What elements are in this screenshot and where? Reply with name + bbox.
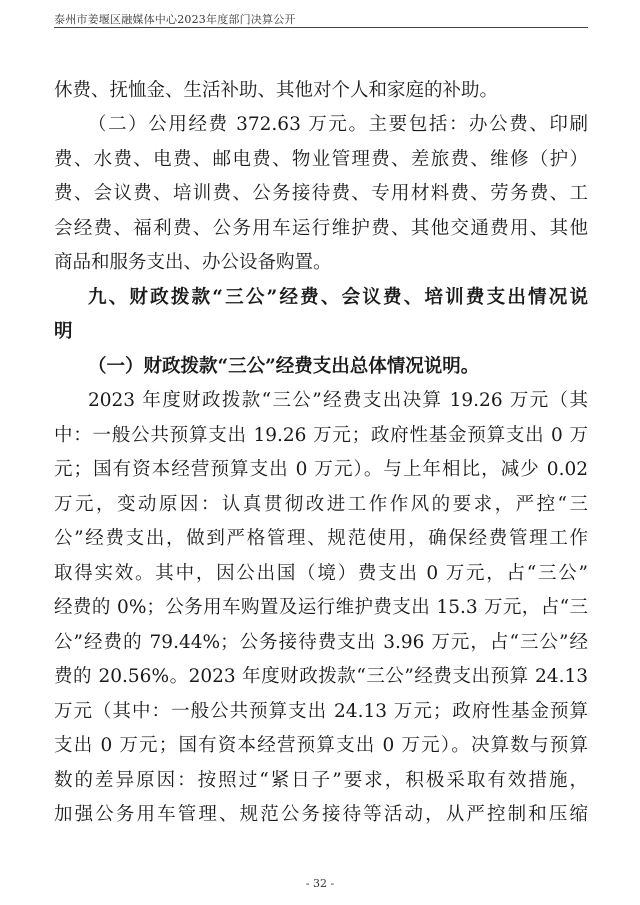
- body-line: 费、水费、电费、邮电费、物业管理费、差旅费、维修（护）: [54, 149, 588, 170]
- body-line: 万元，变动原因：认真贯彻改进工作作风的要求，严控“三: [54, 494, 588, 515]
- body-line: 万元（其中：一般公共预算支出 24.13 万元；政府性基金预算: [54, 701, 588, 722]
- section-heading-continued: 明: [54, 321, 73, 342]
- body-line: 2023 年度财政拨款“三公”经费支出决算 19.26 万元（其: [88, 390, 588, 411]
- body-line: 会经费、福利费、公务用车运行维护费、其他交通费用、其他: [54, 218, 588, 239]
- body-line: 取得实效。其中，因公出国（境）费支出 0 万元，占“三公”: [54, 563, 588, 584]
- body-line: 费、会议费、培训费、公务接待费、专用材料费、劳务费、工: [54, 183, 588, 204]
- body-line: 公”经费支出，做到严格管理、规范使用，确保经费管理工作: [54, 528, 588, 549]
- body-line: 加强公务用车管理、规范公务接待等活动，从严控制和压缩: [54, 804, 588, 825]
- body-line: 中：一般公共预算支出 19.26 万元；政府性基金预算支出 0 万: [54, 425, 588, 446]
- page-number: - 32 -: [305, 877, 335, 890]
- section-heading: 九、财政拨款“三公”经费、会议费、培训费支出情况说: [88, 287, 588, 308]
- body-line: 休费、抚恤金、生活补助、其他对个人和家庭的补助。: [54, 80, 499, 101]
- body-line: 支出 0 万元；国有资本经营预算支出 0 万元）。决算数与预算: [54, 735, 588, 756]
- body-line: 经费的 0%；公务用车购置及运行维护费支出 15.3 万元，占“三: [54, 597, 588, 618]
- body-line: 商品和服务支出、办公设备购置。: [54, 252, 332, 273]
- running-header: 泰州市姜堰区融媒体中心2023年度部门决算公开: [54, 13, 296, 26]
- subsection-heading: （一）财政拨款“三公”经费支出总体情况说明。: [88, 356, 480, 377]
- header-divider: [54, 27, 588, 28]
- body-line: 费的 20.56%。2023 年度财政拨款“三公”经费支出预算 24.13: [54, 666, 588, 687]
- body-line: 公”经费的 79.44%；公务接待费支出 3.96 万元，占“三公”经: [54, 632, 588, 653]
- body-line: 数的差异原因：按照过“紧日子”要求，积极采取有效措施，: [54, 770, 588, 791]
- body-line: 元；国有资本经营预算支出 0 万元）。与上年相比，减少 0.02: [54, 459, 588, 480]
- body-line-subheading: （二）公用经费 372.63 万元。主要包括：办公费、印刷: [88, 114, 588, 135]
